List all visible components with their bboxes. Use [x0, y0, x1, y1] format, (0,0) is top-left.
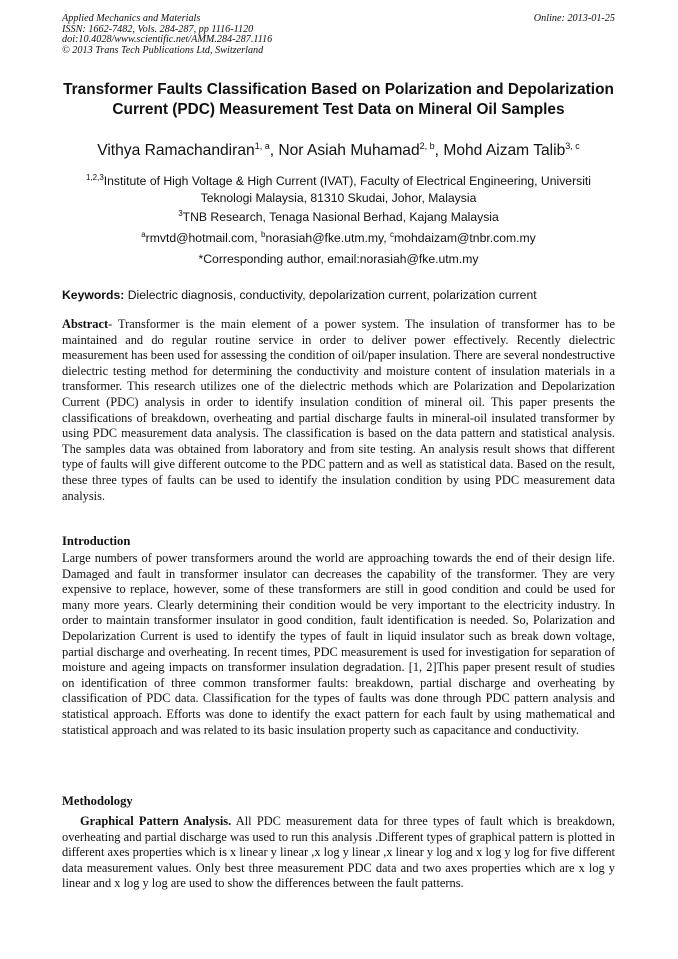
- affiliation-text: TNB Research, Tenaga Nasional Berhad, Kajang Malaysia: [182, 210, 499, 224]
- author-name: Nor Asiah Muhamad: [278, 142, 420, 159]
- author-list: Vithya Ramachandiran$^{1, a}$, Nor Asiah Muhamad$^{2, b}$, Mohd Aizam Talib$^{3, c}$: [97, 141, 580, 159]
- email-sup: a: [141, 230, 146, 239]
- affiliation-2: [62, 209, 615, 226]
- journal-name: Applied Mechanics and Materials: [62, 13, 201, 24]
- affiliation-sup: 1,2,3: [85, 173, 104, 182]
- author-name: Mohd Aizam Talib: [443, 142, 566, 159]
- author-name: Vithya Ramachandiran: [97, 142, 255, 159]
- keywords: [62, 287, 615, 303]
- author-emails: [62, 230, 615, 247]
- doi-line: doi:10.4028/www.scientific.net/AMM.284-287.1116: [62, 34, 273, 46]
- email-b: norasiah@fke.utm.my,: [265, 231, 391, 245]
- affiliation-sup: 3: [178, 209, 183, 218]
- author-sup: 1, a: [254, 141, 270, 151]
- email-sup: c: [390, 230, 395, 239]
- abstract-label: Abstract: [62, 317, 109, 331]
- keywords-text: Dielectric diagnosis, conductivity, depolarization current, polarization current: [124, 288, 537, 302]
- corresponding-author: *Corresponding author, email:norasiah@fke.utm.my: [198, 252, 479, 266]
- online-date: Online: 2013-01-25: [533, 13, 615, 24]
- keywords-label: Keywords:: [62, 288, 125, 302]
- email-a: rmvtd@hotmail.com,: [145, 231, 261, 245]
- affiliation-1: [62, 173, 615, 207]
- abstract-text: - Transformer is the main element of a power system. The insulation of transformer has to be maintained and do regular routine service in order to deliver power effectively. Recently dielectric measurement has been used for assessing the condition of oil/paper insulation. There are several nondestructive dielectric testing method for determining the conductivity and moisture content of insulation materials in a transformer. This research utilizes one of the dielectric methods which are Polarization and Depolarization Current (PDC) analysis in order to identify insulation condition of mineral oil. This paper presents the classifications of breakdown, overheating and partial discharge faults in mineral-oil insulated transformer by using PDC measurement data analysis. The classification is based on the data pattern and statistical analysis. The samples data was obtained from laboratory and from site testing. An analysis result shows that different type of faults will give different outcome to the PDC pattern and as well as statistical data. Based on the result, these three types of faults can be used to identify the insulation condition by using PDC measurement data analysis.: [62, 317, 615, 503]
- methodology-subheading: Graphical Pattern Analysis.: [80, 814, 232, 828]
- affiliation-text: Institute of High Voltage & High Current (IVAT), Faculty of Electrical Engineering, Universiti Teknologi Malaysia, 81310 Skudai, Johor, Malaysia: [103, 174, 592, 205]
- journal-header: [62, 14, 615, 56]
- copyright-line: © 2013 Trans Tech Publications Ltd, Switzerland: [62, 44, 264, 56]
- introduction-body: Large numbers of power transformers around the world are approaching towards the end of their design life. Damaged and fault in transformer insulator can decreases the capability of the transformer. They are very expensive to replace, however, some of these transformers are still in good condition and could be used for many more years. Clearly determining their condition would be very important to the electricity industry. In order to maintain transformer insulator in good condition, fault identification is needed. So, Polarization and Depolarization Current is used to identify the types of fault in liquid insulator such as break down voltage, partial discharge and overheating. In recent times, PDC measurement is used for investigation for separation of moisture and ageing impacts on transformer insulation degradation. [1, 2]This paper present result of studies on identification of three common transformer faults: breakdown, partial discharge and overheating by classification of PDC data. Classification for the types of faults was done through PDC pattern analysis and statistical approach. Efforts was done to identify the exact pattern for each fault by using mathematical and statistical approach and was related to its basic insulation property such as capacitance and conductivity.: [62, 551, 615, 737]
- introduction-heading: Introduction: [62, 534, 131, 548]
- methodology-body: [62, 814, 615, 892]
- paper-title: Transformer Faults Classification Based on Polarization and Depolarization Current (PDC) Measurement Test Data on Mineral Oil Samples: [63, 81, 614, 118]
- email-c: mohdaizam@tnbr.com.my: [394, 231, 536, 245]
- issn-line: ISSN: 1662-7482, Vols. 284-287, pp 1116-1120: [62, 23, 254, 35]
- email-sup: b: [260, 230, 266, 239]
- abstract: [62, 317, 615, 504]
- author-sup: 2, b: [419, 141, 435, 151]
- methodology-text: All PDC measurement data for three types of fault which is breakdown, overheating and partial discharge was used to run this analysis .Different types of graphical pattern is plotted in different axes properties which is x linear y linear ,x log y linear ,x linear y log and x log y log for five different data measurement values. Only best three measurement PDC data and two axes properties which are x log y linear and x log y log are used to show the differences between the fault patterns.: [62, 814, 615, 891]
- methodology-heading: Methodology: [62, 794, 133, 808]
- author-sup: 3, c: [565, 141, 580, 151]
- header-left: [62, 14, 615, 56]
